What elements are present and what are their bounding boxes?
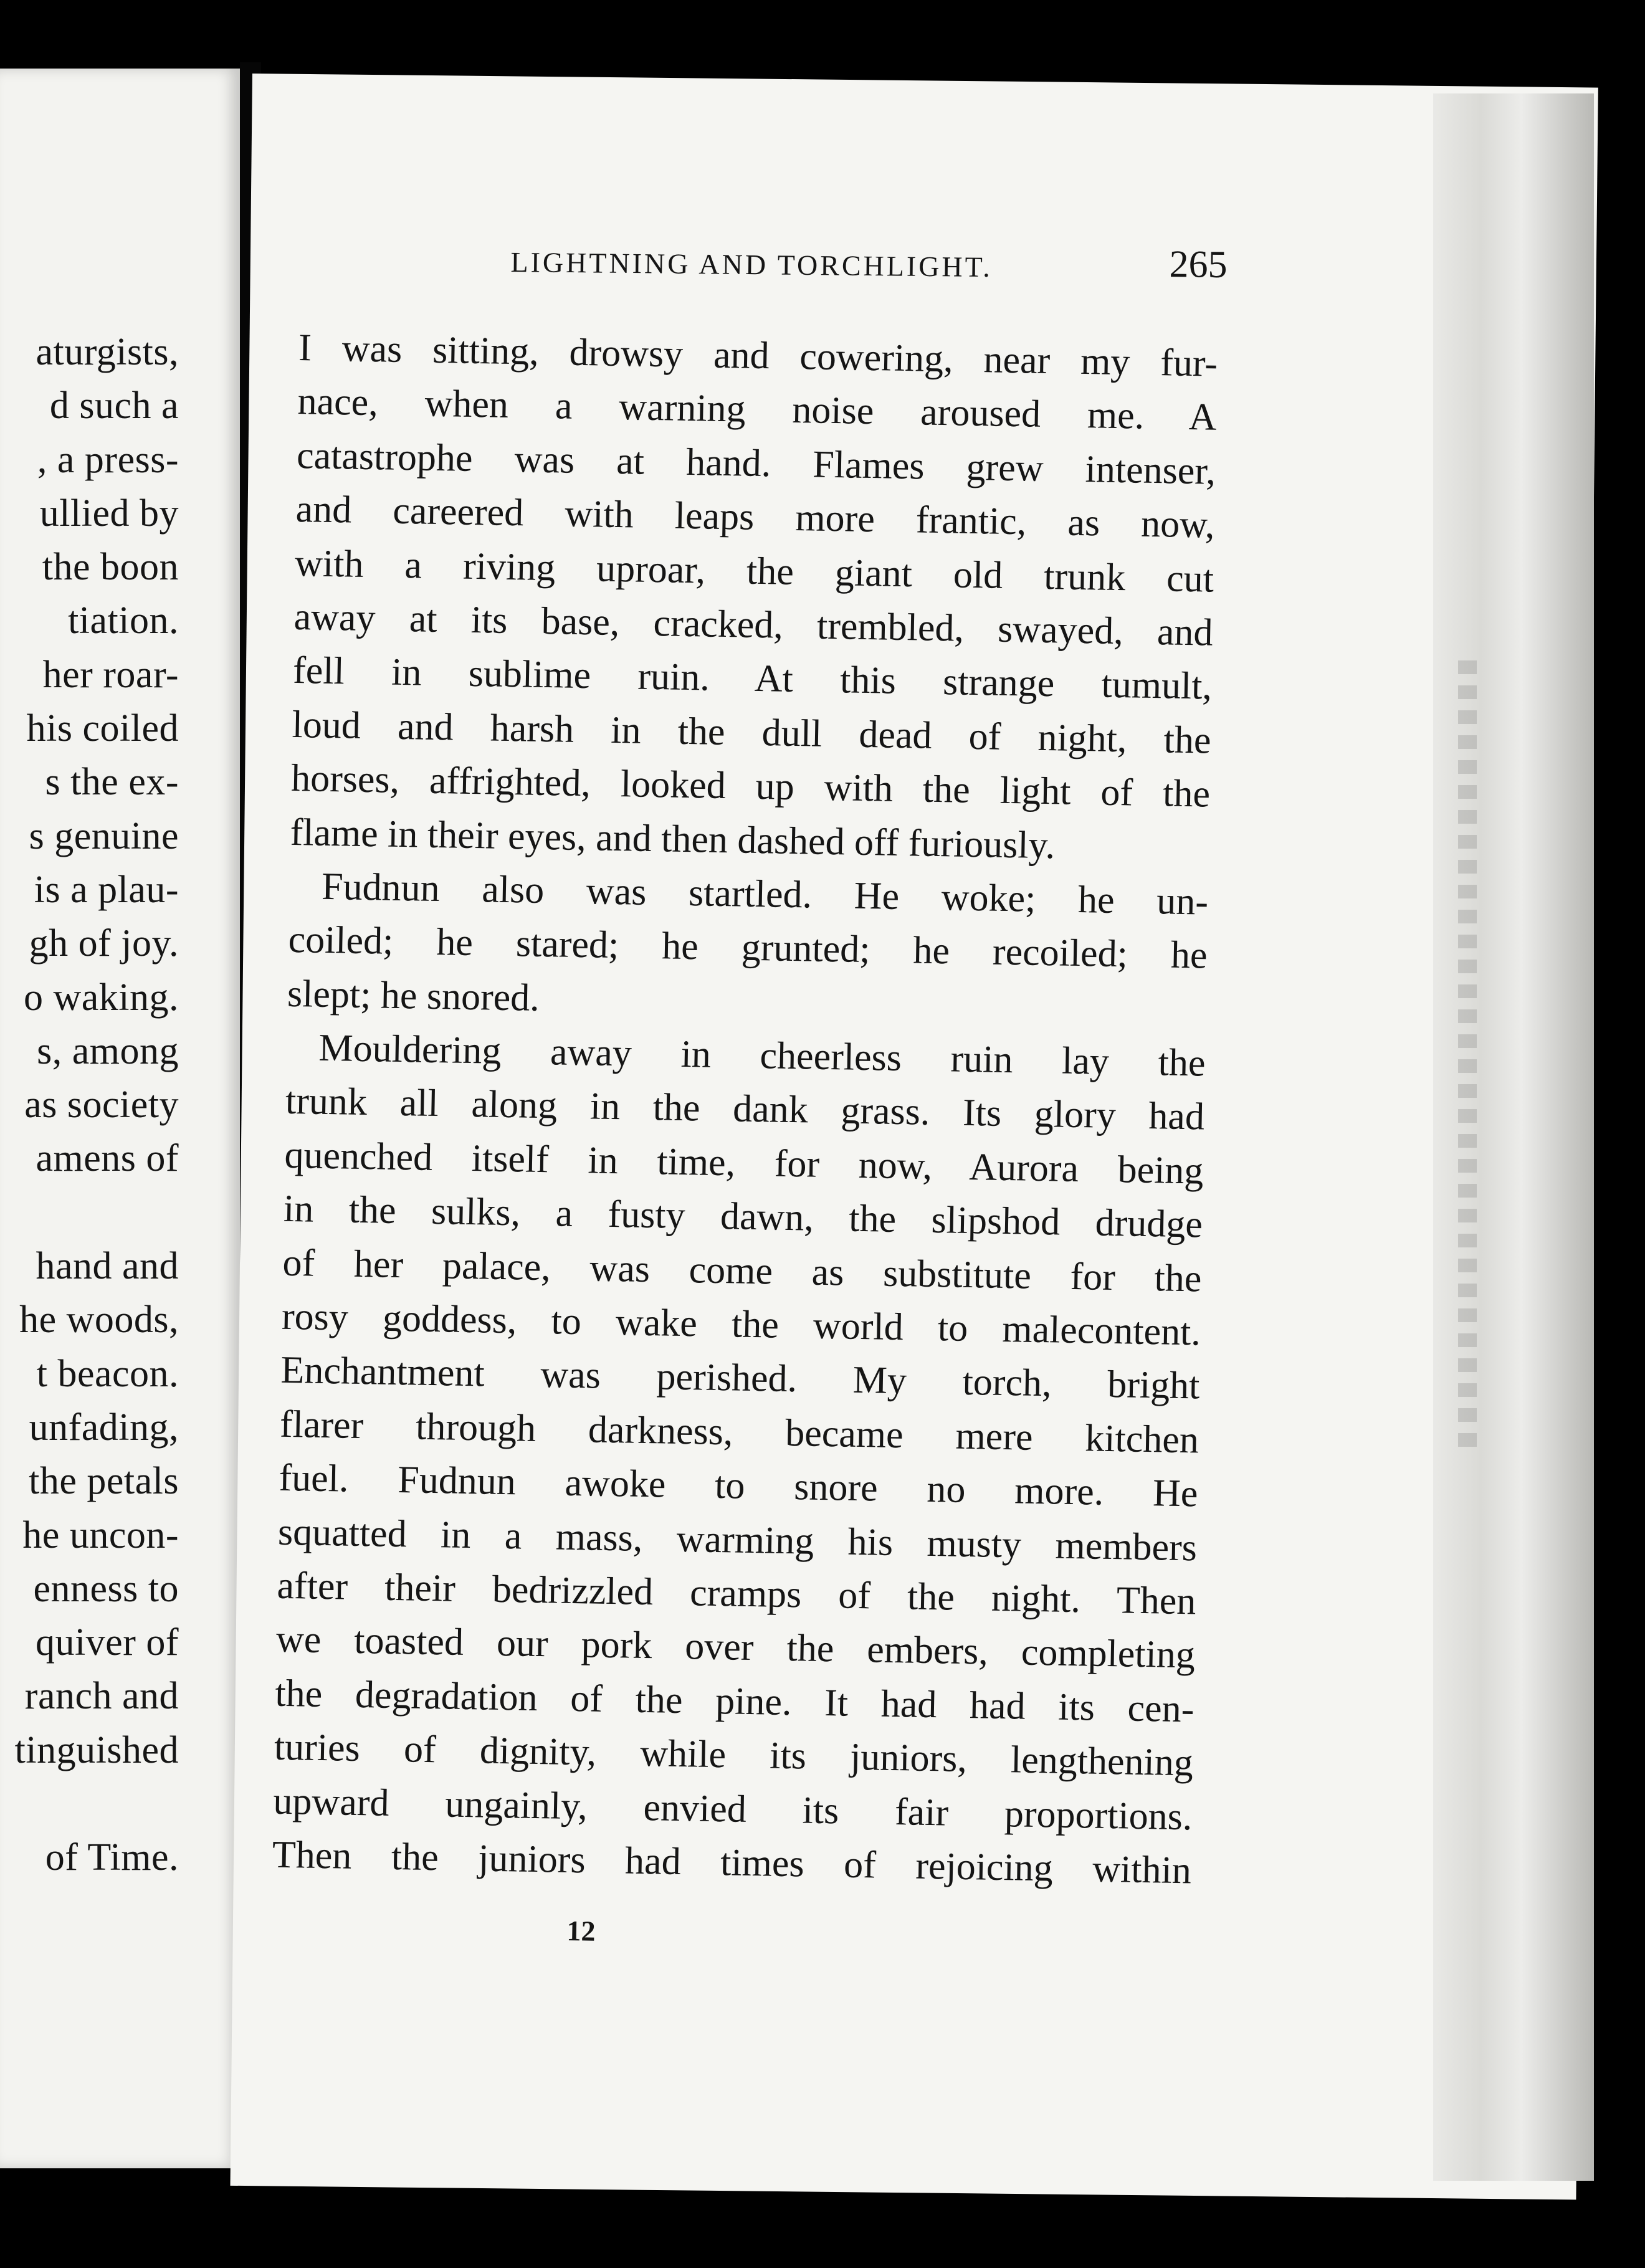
text-line: slept; he snored. <box>287 972 540 1019</box>
page-number: 265 <box>1169 243 1228 287</box>
text-line: Mouldering away in cheerless ruin lay the <box>318 1026 1206 1085</box>
text-line: Enchantment was perished. My torch, bright <box>280 1349 1200 1408</box>
text-line: flame in their eyes, and then dashed off furiously. <box>290 811 1056 867</box>
text-line: loud and harsh in the dull dead of night, the <box>292 703 1212 762</box>
text-line: upward ungainly, envied its fair proportions. <box>272 1780 1193 1838</box>
left-line: d such a <box>49 384 179 427</box>
left-line: tinguished <box>14 1728 179 1771</box>
left-line: of Time. <box>45 1836 179 1879</box>
left-line: t beacon. <box>36 1352 179 1395</box>
left-line: his coiled <box>26 707 179 750</box>
left-line: unfading, <box>29 1406 179 1449</box>
text-line: of her palace, was come as substitute for the <box>282 1241 1202 1300</box>
text-line: Then the juniors had times of rejoicing within <box>272 1833 1192 1892</box>
text-line: fell in sublime ruin. At this strange tumult, <box>292 649 1213 708</box>
left-line: hand and <box>36 1245 179 1288</box>
left-line: the petals <box>29 1460 179 1503</box>
text-line: I was sitting, drowsy and cowering, near my fur- <box>298 326 1218 385</box>
text-line: trunk all along in the dank grass. Its glory had <box>285 1080 1205 1139</box>
text-line: with a riving uproar, the giant old trunk cut <box>294 541 1214 601</box>
left-page <box>0 69 240 2168</box>
left-line: ranch and <box>24 1675 179 1718</box>
text-line: Fudnun also was startled. He woke; he un- <box>321 865 1209 923</box>
left-line: tiation. <box>68 599 179 642</box>
left-line: s, among <box>37 1029 179 1072</box>
text-line: turies of dignity, while its juniors, lengthening <box>274 1725 1194 1784</box>
page-edge <box>1433 93 1594 2181</box>
text-line: the degradation of the pine. It had had its cen- <box>274 1672 1194 1731</box>
left-line: her roar- <box>42 653 179 696</box>
left-line: as society <box>24 1084 179 1127</box>
text-line: after their bedrizzled cramps of the night. Then <box>276 1564 1196 1623</box>
left-line: is a plau- <box>34 868 179 911</box>
left-page-text <box>15 325 179 1885</box>
text-line: squatted in a mass, warming his musty members <box>277 1510 1198 1570</box>
text-line: fuel. Fudnun awoke to snore no more. He <box>278 1456 1198 1515</box>
body-text <box>272 321 1218 1898</box>
text-line: and careered with leaps more frantic, as now, <box>295 488 1216 546</box>
text-line: nace, when a warning noise aroused me. A <box>297 380 1218 439</box>
text-line: horses, affrighted, looked up with the light of the <box>290 757 1211 816</box>
left-line: s genuine <box>29 814 179 857</box>
text-line: away at its base, cracked, trembled, swayed, and <box>293 595 1214 654</box>
running-title: LIGHTNING AND TORCHLIGHT. <box>510 245 993 284</box>
text-line: quenched itself in time, for now, Aurora being <box>284 1133 1204 1193</box>
text-line: in the sulks, a fusty dawn, the slipshod drudge <box>283 1188 1203 1246</box>
left-line: enness to <box>33 1567 179 1610</box>
left-line: aturgists, <box>36 331 179 373</box>
page-header <box>510 236 1228 299</box>
left-line: ullied by <box>39 492 179 535</box>
left-line: amens of <box>36 1137 179 1180</box>
left-line: the boon <box>42 546 179 589</box>
left-line <box>15 1777 179 1831</box>
left-line: , a press- <box>37 438 179 481</box>
signature-mark: 12 <box>566 1914 596 1947</box>
left-line: he woods, <box>19 1298 179 1341</box>
left-line: quiver of <box>35 1621 179 1664</box>
left-line: s the ex- <box>45 761 179 804</box>
text-line: coiled; he stared; he grunted; he recoiled; he <box>288 918 1208 977</box>
text-line: we toasted our pork over the embers, completing <box>275 1618 1196 1677</box>
text-line: flarer through darkness, became mere kitchen <box>279 1403 1199 1462</box>
left-line: o waking. <box>23 976 179 1019</box>
left-line: he uncon- <box>22 1513 179 1556</box>
left-line <box>15 1186 179 1239</box>
text-line: catastrophe was at hand. Flames grew intenser, <box>296 434 1216 493</box>
left-line: gh of joy. <box>29 922 179 965</box>
text-line: rosy goddess, to wake the world to malecontent. <box>281 1295 1201 1354</box>
page-edge-marks <box>1458 660 1477 1458</box>
